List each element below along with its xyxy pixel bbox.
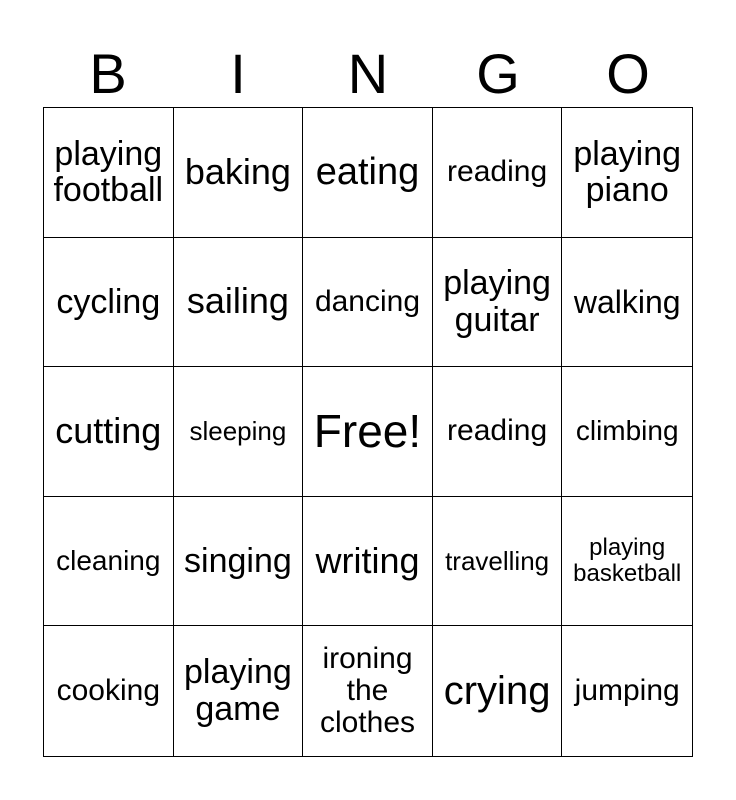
bingo-cell [433,238,563,368]
cell-label: jumping [574,674,680,707]
bingo-cell [44,626,174,756]
bingo-cell [174,238,304,368]
bingo-cell [44,238,174,368]
cell-label: baking [184,150,291,192]
header-letter-g: G [476,42,520,105]
header-letter-b: B [89,42,127,105]
free-space-label: Free! [313,404,422,457]
bingo-cell [562,626,692,756]
cell-label: cooking [56,674,160,707]
bingo-cell [44,497,174,627]
bingo-cell [433,626,563,756]
bingo-cell [174,626,304,756]
header-letter-i: I [230,42,246,105]
header-letter-n: N [347,42,389,105]
cell-label: dancing [314,284,421,318]
bingo-cell [44,367,174,497]
header-letter-o: O [606,42,650,105]
cell-label: cycling [56,282,161,321]
bingo-cell [303,108,433,238]
cell-label: playing guitar [443,264,551,339]
bingo-cell [44,108,174,238]
cell-label: sailing [186,280,289,322]
bingo-cell [174,497,304,627]
cell-label: cutting [55,410,162,452]
bingo-board [43,107,693,757]
cell-label: playing football [53,134,164,210]
bingo-cell [562,497,692,627]
bingo-cell [174,367,304,497]
bingo-cell [562,238,692,368]
cell-label: singing [184,541,292,580]
cell-label: cleaning [56,544,161,576]
cell-label: reading [447,155,548,189]
cell-label: reading [447,414,548,448]
cell-label: crying [443,668,551,713]
bingo-cell [433,367,563,497]
cell-label: walking [573,283,681,320]
cell-label: writing [315,539,420,581]
cell-label: climbing [575,415,679,447]
bingo-cell [562,108,692,238]
cell-label: sleeping [189,416,287,447]
cell-label: playing basketball [573,534,682,588]
bingo-cell-free [303,367,433,497]
bingo-cell [303,238,433,368]
bingo-cell [433,497,563,627]
cell-label: travelling [445,546,550,577]
bingo-cell [303,497,433,627]
bingo-header [43,40,693,108]
bingo-cell [303,626,433,756]
cell-label: eating [315,150,420,193]
cell-label: ironing the clothes [319,641,416,740]
cell-label: playing game [184,653,292,729]
bingo-cell [562,367,692,497]
cell-label: playing piano [573,134,682,210]
bingo-cell [433,108,563,238]
bingo-cell [174,108,304,238]
